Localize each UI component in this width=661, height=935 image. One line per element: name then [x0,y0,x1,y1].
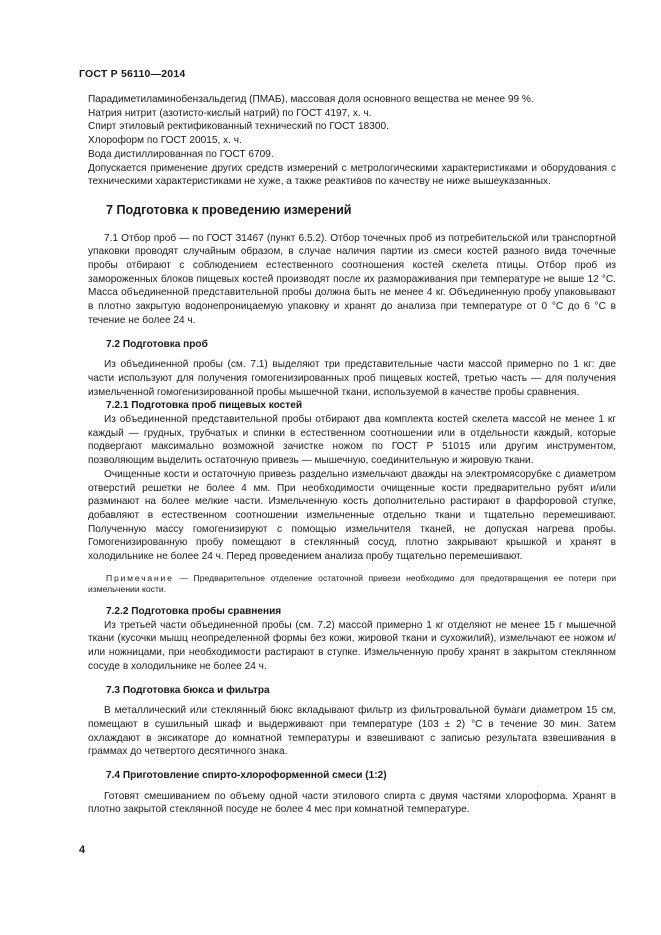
reagents-note: Допускается применение других средств измерений с метрологическими характеристиками и оборудования с техническими характеристиками не хуже, а также реактивов по качеству не ниже вышеуказанных. [88,162,616,188]
document-body [88,93,616,817]
paragraph-7-2: Из объединенной пробы (см. 7.1) выделяют три представительные части массой примерно по 1 кг: две части используют для получения гомогенизированных проб пищевых костей, третью часть — для получения измельченной гомогенизированной пробы мышечной ткани, используемой в качестве пробы сравнения. [88,359,616,398]
subsection-heading-7-2: 7.2 Подготовка проб [106,338,208,350]
reagent-item: Натрия нитрит (азотисто-кислый натрий) по ГОСТ 4197, х. ч. [88,107,372,119]
section-heading: 7 Подготовка к проведению измерений [106,202,352,217]
note-text: — Предварительное отделение остаточной привези необходимо для предотвращения ее потери при измельчении кости. [88,572,616,595]
paragraph-7-2-2: Из третьей части объединенной пробы (см. 7.2) массой примерно 1 кг отделяют не менее 15 г мышечной ткани (кусочки мышц неопределенной формы без кожи, жировой ткани и сухожилий), измельчают ее ножом и/или ножницами, при необходимости растирают в ступке. Измельченную пробу хранят в закрытом стеклянном сосуде в холодильнике не более 24 ч. [88,619,616,672]
paragraph-7-4: Готовят смешиванием по объему одной части этилового спирта с двумя частями хлороформа. Хранят в плотно закрытой стеклянной посуде не более 4 мес при комнатной температуре. [88,790,616,816]
paragraph-7-3: В металлический или стеклянный бюкс вкладывают фильтр из фильтровальной бумаги диаметром 15 см, помещают в сушильный шкаф и выдерживают при температуре (103 ± 2) °С в течение 30 мин. Затем охлаждают в эксикаторе до комнатной температуры и взвешивают с записью результата взвешивания в граммах до четвертого десятичного знака. [88,705,616,758]
subsection-heading-7-2-2: 7.2.2 Подготовка пробы сравнения [106,605,282,617]
reagent-item: Хлороформ по ГОСТ 20015, х. ч. [88,135,242,147]
page-number: 4 [79,844,86,856]
paragraph-7-2-1-a: Из объединенной представительной пробы отбирают два комплекта костей скелета массой не менее 1 кг каждый — грудных, трубчатых и спинки в естественном соотношении или в отдельности каждый, которые подвергают максимально возможной зачистке ножом по ГОСТ Р 51015 или другим инструментом, позволяющим выделить остаточную привезь — мышечную, соединительную и жировую ткани. [88,414,616,467]
reagent-item: Вода дистиллированная по ГОСТ 6709. [88,148,274,160]
subsection-heading-7-4: 7.4 Приготовление спирто-хлороформенной смеси (1:2) [106,770,387,782]
paragraph-7-1: 7.1 Отбор проб — по ГОСТ 31467 (пункт 6.5.2). Отбор точечных проб из потребительской или транспортной упаковки проводят случайным образом, в случае наличия партии из смеси костей разного вида точечные пробы отбирают с соблюдением естественного соотношения костей скелета птицы. Отбор проб из замороженных блоков пищевых костей производят после их размораживания при температуре не выше 12 °С. Масса объединенной представительной пробы должна быть не менее 4 кг. Объединенную пробу упаковывают в плотно закрытую водонепроницаемую упаковку и хранят до анализа при температуре от 0 °С до 6 °С в течение не более 24 ч. [88,232,616,326]
subsection-heading-7-2-1: 7.2.1 Подготовка проб пищевых костей [106,400,303,412]
paragraph-7-2-1-b: Очищенные кости и остаточную привезь раздельно измельчают дважды на электромясорубке с диаметром отверстий решетки не более 4 мм. При необходимости очищенные кости предварительно рубят и/или разминают на более мелкие части. Измельченную кость дополнительно растирают в фарфоровой ступке, добавляют в естественном соотношении измельченные отдельно ткани и тщательно перемешивают. Полученную массу гомогенизируют с помощью измельчителя тканей, не допуская нагрева пробы. Гомогенизированную пробу помещают в стеклянный сосуд, плотно закрывают крышкой и хранят в холодильнике не более 24 ч. Перед проведением анализа пробу тщательно перемешивают. [88,468,616,563]
reagent-item: Спирт этиловый ректификованный технический по ГОСТ 18300. [88,121,389,133]
note [88,573,616,596]
reagent-item: Парадиметиламинобензальдегид (ПМАБ), массовая доля основного вещества не менее 99 %. [88,94,534,105]
document-header: ГОСТ Р 56110—2014 [79,68,186,80]
subsection-heading-7-3: 7.3 Подготовка бюкса и фильтра [106,684,270,696]
note-label: Примечание [106,572,174,583]
